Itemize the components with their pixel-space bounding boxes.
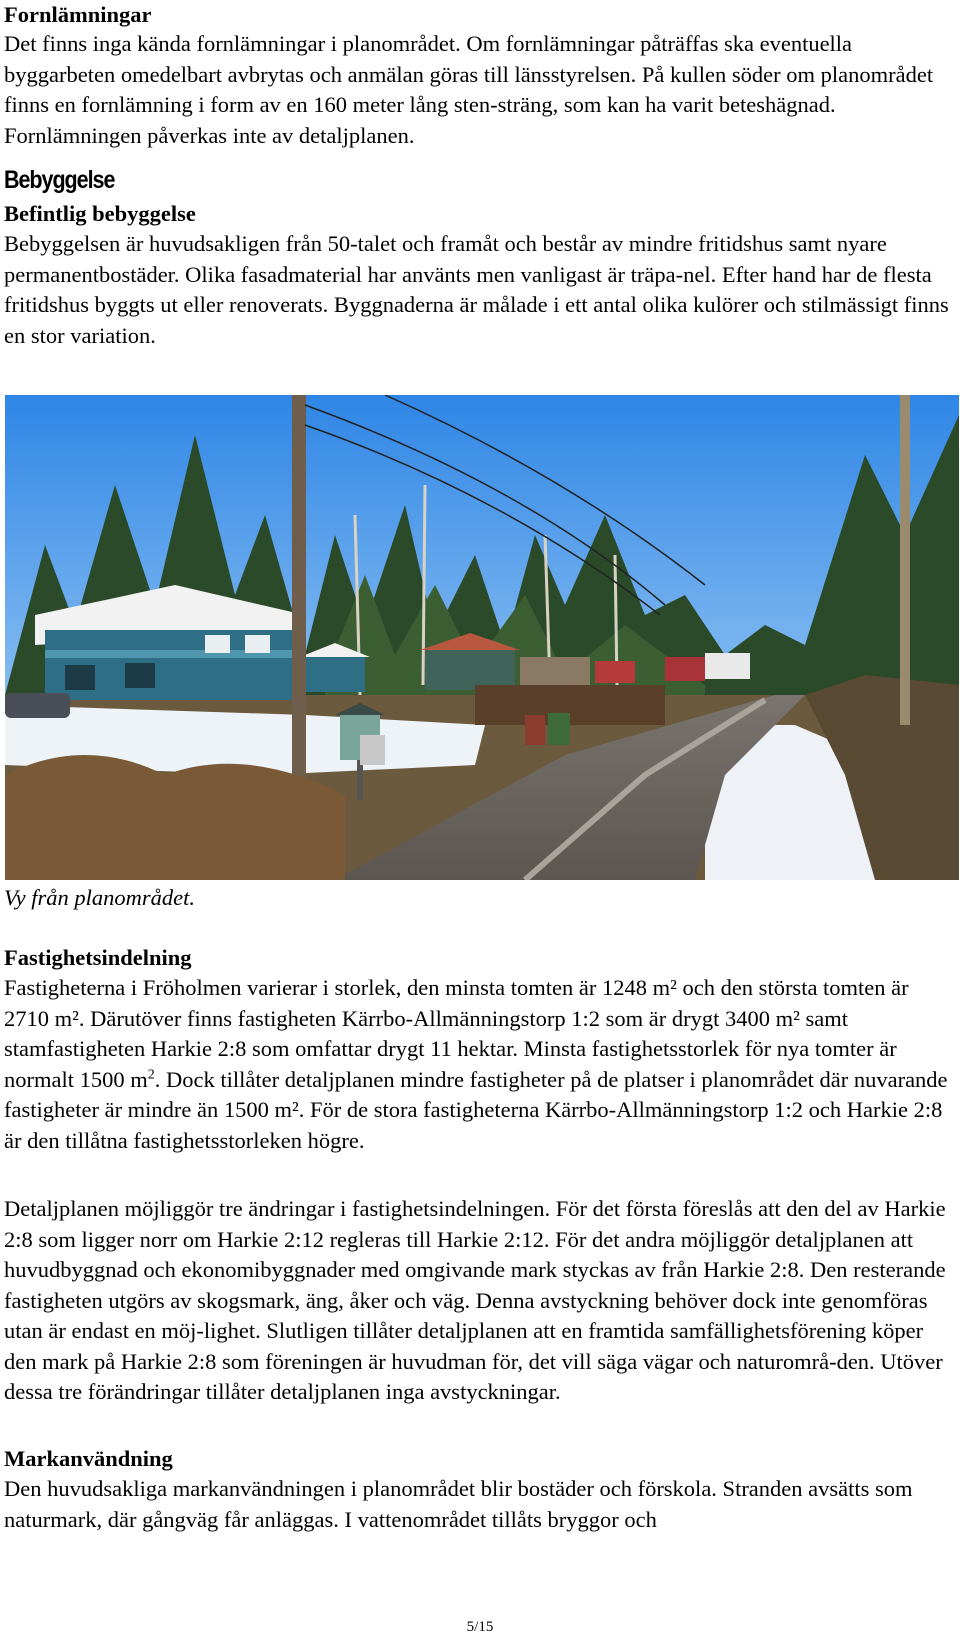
- power-pole: [292, 395, 306, 815]
- paragraph-fastighetsindelning-2: Detaljplanen möjliggör tre ändringar i fastighetsindelningen. För det första föreslås att den del av Harkie 2:8 som ligger norr om Harkie 2:12 regleras till Harkie 2:12. För det andra möjliggör detaljplanen att huvudbyggnad och ekonomibyggnader med omgivande mark styckas av från Harkie 2:8. Den resterande fastigheten utgörs av skogsmark, äng, åker och väg. Denna avstyckning behöver dock inte genomföras utan är endast en möj-lighet. Slutligen tillåter detaljplanen att en framtida samfällighetsförening köper den mark på Harkie 2:8 som föreningen är huvudman för, det vill säga vägar och naturområ-den. Utöver dessa tre förändringar tillåter detaljplanen inga avstyckningar.: [4, 1196, 946, 1404]
- paragraph-markanvandning: Den huvudsakliga markanvändningen i planområdet blir bostäder och förskola. Stranden avsätts som naturmark, där gångväg får anläggas. I vattenområdet tillåts bryggor och: [4, 1476, 913, 1532]
- paragraph-fastighetsindelning-1: [4, 973, 954, 1156]
- heading-bebyggelse: Bebyggelse: [4, 166, 115, 194]
- photo-illustration: [5, 395, 959, 880]
- paragraph-bebyggelse: Bebyggelsen är huvudsakligen från 50-talet och framåt och består av mindre fritidshus samt nyare permanentbostäder. Olika fasadmaterial har använts men vanligast är träpa-nel. Efter hand har de flesta fritidshus byggts ut eller renoverats. Byggnaderna är målade i ett antal olika kulörer och stilmässigt finns en stor variation.: [4, 231, 949, 348]
- photo-planomradet: [5, 395, 959, 880]
- superscript-2: 2: [147, 1067, 155, 1082]
- bin: [548, 713, 570, 745]
- paragraph-fornlamningar: Det finns inga kända fornlämningar i planområdet. Om fornlämningar påträffas ska eventuella byggarbeten omedelbart avbrytas och anmälan göras till länsstyrelsen. På kullen söder om planområdet finns en fornlämning i form av en 160 meter lång sten-sträng, som kan ha varit beteshägnad. Fornlämningen påverkas inte av detaljplanen.: [4, 31, 934, 148]
- text-fastighetsindelning-1: Fastigheterna i Fröholmen varierar i storlek, den minsta tomten är 1248 m² och den största tomten är 2710 m². Därutöver finns fastigheten Kärrbo-Allmänningstorp 1:2 som är drygt 3400 m² samt stamfastigheten Harkie 2:8 som omfattar drygt 11 hektar. Minsta fastighetsstorlek för nya tomter är normalt 1500 m: [4, 975, 909, 1092]
- page-number: 5/15: [466, 1619, 494, 1635]
- bin: [525, 715, 545, 745]
- photo-caption: Vy från planområdet.: [4, 885, 196, 910]
- heading-fastighetsindelning: Fastighetsindelning: [4, 945, 192, 970]
- heading-markanvandning: Markanvändning: [4, 1446, 173, 1471]
- subheading-befintlig-bebyggelse: Befintlig bebyggelse: [4, 201, 196, 226]
- car: [5, 693, 70, 718]
- text-fastighetsindelning-1-tail: . Dock tillåter detaljplanen mindre fastigheter på de platser i planområdet där nuvarande fastigheter är mindre än 1500 m². För de stora fastigheterna Kärrbo-Allmänningstorp 1:2 och Harkie 2:8 är den tillåtna fastighetsstorleken högre.: [4, 1066, 948, 1153]
- heading-fornlamningar: Fornlämningar: [4, 2, 152, 27]
